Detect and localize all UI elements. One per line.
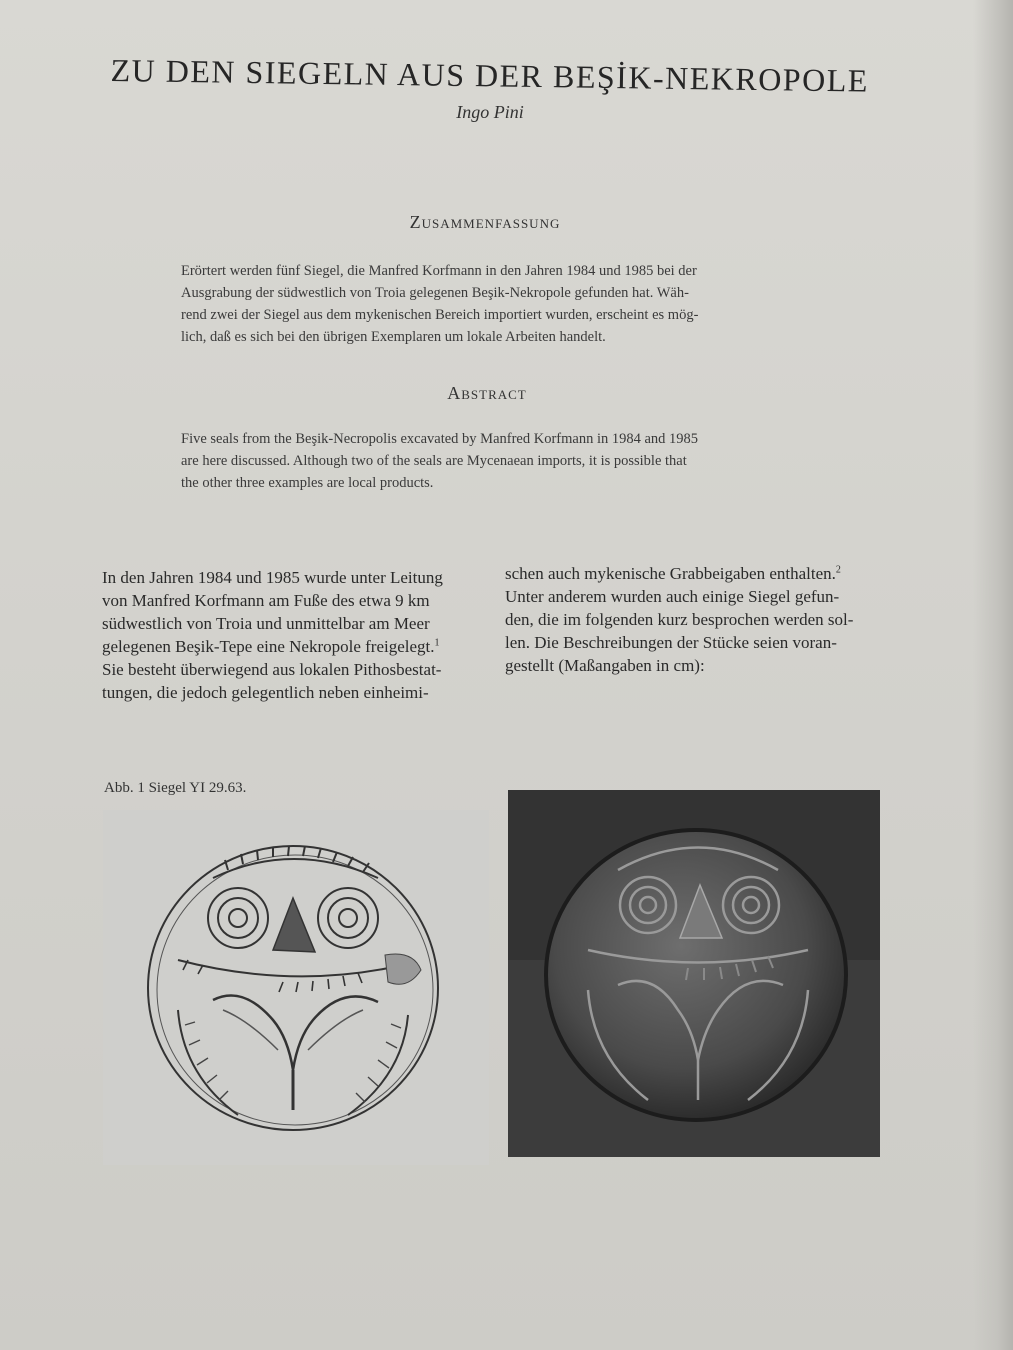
body-line: gestellt (Maßangaben in cm):	[505, 656, 705, 675]
footnote-mark[interactable]: 2	[835, 564, 841, 576]
zusammenfassung-line: lich, daß es sich bei den übrigen Exemplaren um lokale Arbeiten handelt.	[181, 329, 606, 345]
seal-drawing-figure	[103, 810, 489, 1165]
seal-drawing-illustration	[103, 810, 489, 1165]
seal-photo-figure	[508, 790, 880, 1157]
abstract-line: are here discussed. Although two of the seals are Mycenaean imports, it is possible that	[181, 453, 687, 469]
zusammenfassung-line: Erörtert werden fünf Siegel, die Manfred Korfmann in den Jahren 1984 und 1985 bei der	[181, 263, 697, 279]
abstract-text	[181, 428, 791, 494]
abstract-line: Five seals from the Beşik-Necropolis excavated by Manfred Korfmann in 1984 and 1985	[181, 431, 699, 447]
figure-caption: Abb. 1 Siegel YI 29.63.	[104, 780, 247, 796]
body-line: Unter anderem wurden auch einige Siegel gefun-	[505, 587, 840, 606]
page-edge-shadow	[973, 0, 1013, 1350]
abstract-line: the other three examples are local products.	[181, 475, 434, 491]
body-left-column	[102, 566, 482, 704]
body-line-text: schen auch mykenische Grabbeigaben enthalten.	[505, 564, 836, 583]
zusammenfassung-heading: Zusammenfassung	[409, 212, 561, 232]
zusammenfassung-line: rend zwei der Siegel aus dem mykenischen Bereich importiert wurden, erscheint es mög-	[181, 307, 699, 323]
body-line: von Manfred Korfmann am Fuße des etwa 9 km	[102, 591, 430, 610]
body-line: tungen, die jedoch gelegentlich neben einheimi-	[102, 683, 429, 702]
body-line: den, die im folgenden kurz besprochen werden sol-	[505, 610, 854, 629]
body-line	[102, 635, 482, 658]
seal-photo-image	[508, 790, 880, 1157]
zusammenfassung-text	[181, 260, 781, 348]
body-line: In den Jahren 1984 und 1985 wurde unter Leitung	[102, 568, 443, 587]
zusammenfassung-line: Ausgrabung der südwestlich von Troia gelegenen Beşik-Nekropole gefunden hat. Wäh-	[181, 285, 689, 301]
body-line: Sie besteht überwiegend aus lokalen Pithosbestat-	[102, 660, 442, 679]
body-right-column	[505, 562, 885, 677]
body-line: len. Die Beschreibungen der Stücke seien voran-	[505, 633, 837, 652]
footnote-mark[interactable]: 1	[434, 637, 440, 649]
body-line	[505, 562, 885, 585]
article-author: Ingo Pini	[456, 102, 524, 122]
body-line-text: gelegenen Beşik-Tepe eine Nekropole freigelegt.	[102, 637, 435, 656]
body-line: südwestlich von Troia und unmittelbar am Meer	[102, 614, 430, 633]
abstract-heading: Abstract	[447, 383, 527, 403]
article-title: ZU DEN SIEGELN AUS DER BEŞİK-NEKROPOLE	[110, 52, 870, 99]
